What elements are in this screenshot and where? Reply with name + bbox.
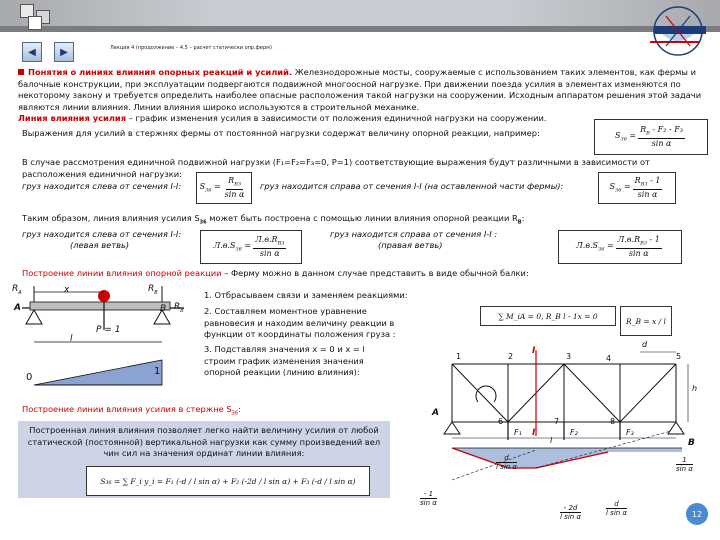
ordinate-1-right: 1 sin α (676, 456, 693, 473)
constant-load-text: Выражения для усилий в стержнях фермы от постоянной нагрузки содержат величину опорной реакции, например: (22, 128, 540, 138)
intro-paragraph (18, 67, 706, 125)
truss-label-l: l (550, 436, 553, 445)
section-label-bottom: I (532, 428, 536, 438)
rb-equation: R_B = x / l (620, 306, 672, 336)
left-branch-label: (левая ветвь) (70, 240, 130, 250)
support-a-icon (26, 310, 42, 324)
ordinate-neg2d: - 2d l sin α (560, 504, 582, 521)
formula-lhs: $S_{36}$ = (615, 131, 637, 143)
label-l: l (70, 334, 73, 344)
label-ra: $R_A$ (12, 284, 22, 296)
node-8: 8 (610, 417, 616, 426)
left-branch-case: груз находится слева от сечения I-I: (22, 229, 182, 239)
summary-text: Построенная линия влияния позволяет легко найти величину усилия от любой статической (постоянной) вертикальной нагрузки как сумму произведений вел чин сил на значения ординат линии влияния: (27, 425, 381, 458)
sum-formula: S₃₆ = ∑ F_i y_i = F₁ (-d / l sin α) + F₂ (-2d / l sin α) + F₃ (-d / l sin α) (86, 466, 370, 496)
definition-term: Линия влияния усилия (18, 113, 127, 123)
label-one: 1 (154, 366, 161, 377)
section-label-top: I (532, 346, 536, 356)
formula-s36-constant (594, 119, 708, 155)
influence-line-rb (34, 360, 162, 385)
ordinate-d-left: d l sin α (496, 454, 518, 471)
formula-lv-left: $Л.в.S_{36}$ = $\frac{Л.в.R_{B3}}{\text{sin α}}$ (200, 230, 302, 264)
label-p: P = 1 (96, 325, 121, 335)
label-rb: $R_B$ (148, 284, 158, 296)
force-f2: F₂ (570, 428, 578, 437)
prev-slide-button[interactable] (22, 42, 42, 62)
node-4: 4 (606, 354, 612, 363)
ordinate-negd: d l sin α (606, 500, 628, 517)
formula-right-case: $S_{36}$ = $\frac{R_{B3} - 1}{\text{sin α}}$ (598, 172, 676, 204)
right-branch-label: (правая ветвь) (378, 240, 443, 250)
support-reaction-heading: Построение линии влияния опорной реакции – Ферму можно в данном случае представить в виде обычной балки: (22, 268, 529, 278)
step-3: 3. Подставляя значения x = 0 и x = l строим график изменения значения опорной реакции (линию влияния): (204, 344, 365, 377)
step-2: 2. Составляем моментное уравнение равновесия и находим величину реакции в функции от координаты положения груза : (204, 306, 396, 339)
definition-body: – график изменения усилия в зависимости от положения единичной нагрузки на сооружении. (126, 113, 547, 123)
truss-support-a-icon (444, 422, 460, 434)
right-case-label: груз находится справа от сечения I-I (на оставленной части фермы): (260, 181, 564, 191)
ordinate-neg1: - 1 sin α (420, 490, 437, 507)
node-5: 5 (676, 352, 682, 361)
formula-left-case: $S_{36}$ = $\frac{R_{B3}}{\text{sin α}}$ (196, 172, 252, 204)
next-slide-button[interactable] (54, 42, 74, 62)
right-branch-case: груз находится справа от сечения I-I : (330, 229, 498, 239)
truss-label-b: B (688, 438, 695, 448)
header-bar (0, 0, 720, 26)
page-number-badge: 12 (686, 503, 708, 525)
label-x: x (64, 285, 70, 295)
prev-arrow-icon: ◀ (28, 46, 36, 58)
section-heading: Понятия о линиях влияния опорных реакций и усилий. (28, 67, 293, 77)
truss-label-a: A (432, 408, 439, 418)
header-bar-stripe (0, 26, 720, 32)
force-f1: F₁ (514, 428, 522, 437)
formula-lv-right: $Л.в.S_{36}$ = $\frac{Л.в.R_{B3} - 1}{\text{sin α}}$ (558, 230, 682, 264)
label-rb-2: $R_B$ (174, 302, 184, 314)
truss-diagonal (452, 364, 508, 422)
moment-equation: ∑ M_iA = 0, R_B l - 1x = 0 (480, 306, 616, 326)
intro-body: Железнодорожные мосты, сооружаемые с использованием таких элементов, как фермы и балочные конструкции, при эксплуатации подвергаются подвижной многоосной нагрузке. При движении поезда усилия в элементах изменяются по некоторому закону и требуется определить наиболее опасные расположения такой нагрузки на сооружении. Исходным аппаратом решения этой задачи являются линии влияния. Линии влияния широко используются в строительной механике. (18, 67, 702, 112)
influence-line-text: Таким образом, линия влияния усилия $S_{36}$ может быть построена с помощью линии влияния опорной реакции $R_B$: (22, 213, 525, 226)
left-case-label: груз находится слева от сечения I-I: (22, 181, 182, 191)
lecture-title: Лекция 4 (продолжение – 4.5 – расчет статически опр.ферм) (110, 45, 272, 51)
label-a: A (14, 303, 21, 313)
node-3: 3 (566, 352, 572, 361)
node-6: 6 (498, 417, 504, 426)
force-f3: F₃ (626, 428, 634, 437)
influence-line-s36 (452, 448, 682, 468)
step-1: 1. Отбрасываем связи и заменяем реакциями: (204, 290, 408, 300)
label-b: B (160, 304, 167, 314)
label-h: h (692, 384, 698, 393)
university-logo-icon (640, 2, 712, 60)
formula-fraction: $\frac{R_B - F_2 - F_3}{\text{sin α}}$ (640, 124, 683, 149)
s36-influence-heading: Построение линии влияния усилия в стержне $S_{36}$: (22, 404, 241, 417)
label-d-top: d (642, 340, 648, 349)
node-7: 7 (554, 417, 560, 426)
unit-load-text: В случае рассмотрения единичной подвижной нагрузки (F₁=F₂=F₃=0, P=1) соответствующие выражения будут различными в зависимости от расположения единичной нагрузки: (22, 157, 650, 179)
node-2: 2 (508, 352, 514, 361)
truss-diagonal (620, 364, 676, 422)
truss-diagram (412, 340, 710, 510)
beam-body (30, 302, 170, 310)
beam-diagram (12, 280, 202, 400)
truss-diagonal (564, 364, 620, 422)
node-1: 1 (456, 352, 462, 361)
next-arrow-icon: ▶ (60, 46, 68, 58)
header-square (28, 16, 42, 30)
bullet-square-icon (18, 69, 24, 75)
label-zero: 0 (26, 372, 33, 383)
